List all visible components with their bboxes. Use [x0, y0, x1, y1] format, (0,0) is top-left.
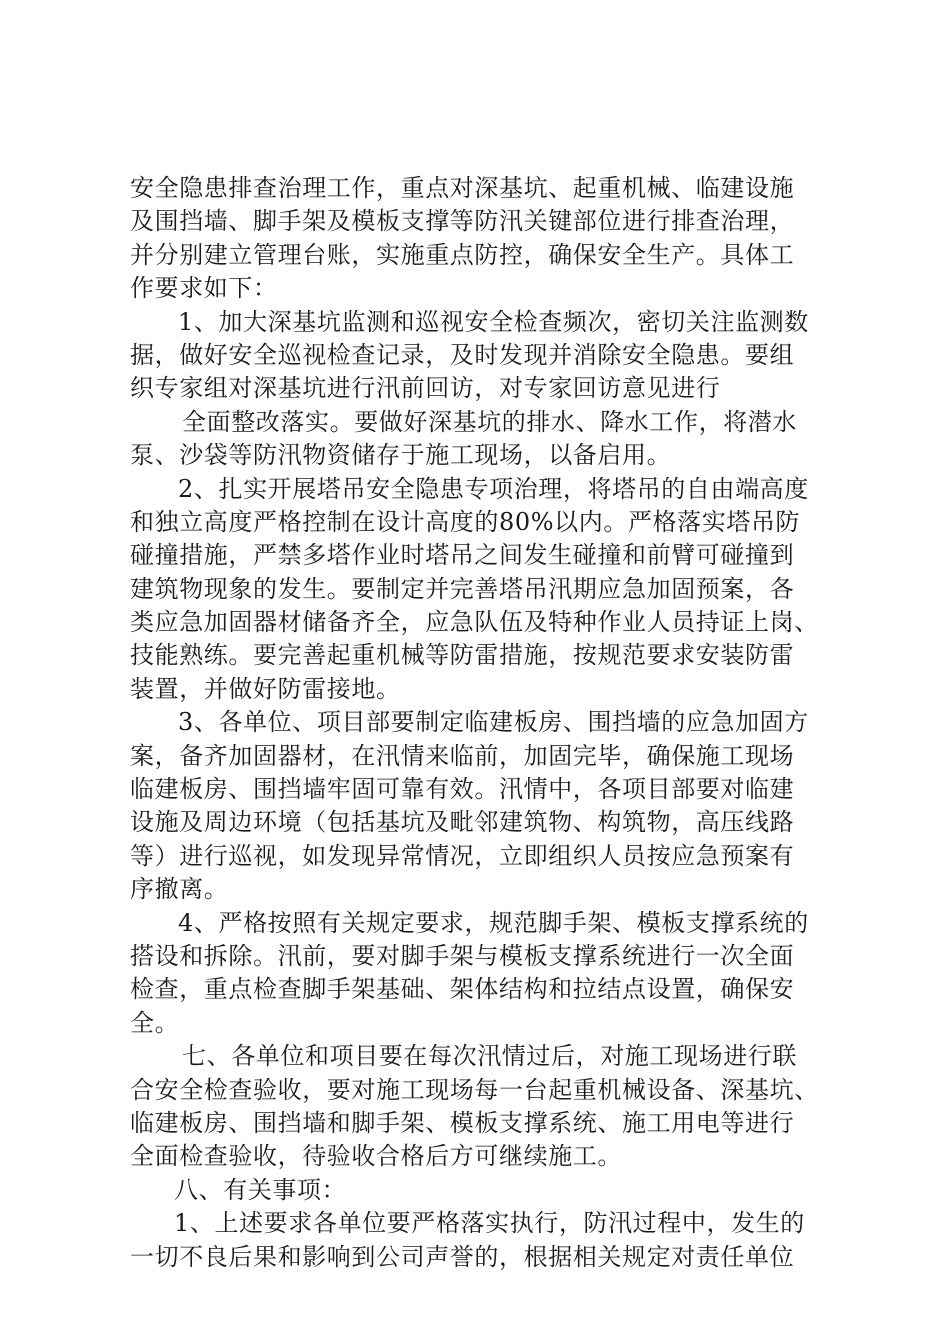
- document-line: 案，备齐加固器材，在汛情来临前，加固完毕，确保施工现场: [130, 741, 795, 770]
- document-line: 搭设和拆除。汛前，要对脚手架与模板支撑系统进行一次全面: [130, 941, 795, 970]
- document-line: 泵、沙袋等防汛物资储存于施工现场，以备启用。: [130, 441, 672, 470]
- document-line: 1、加大深基坑监测和巡视安全检查频次，密切关注监测数: [178, 307, 809, 336]
- document-line: 全。: [130, 1008, 180, 1037]
- document-line: 装置，并做好防雷接地。: [130, 674, 401, 703]
- document-line: 全面整改落实。要做好深基坑的排水、降水工作，将潜水: [182, 407, 797, 436]
- document-line: 2、扎实开展塔吊安全隐患专项治理，将塔吊的自由端高度: [178, 474, 809, 503]
- document-line: 安全隐患排查治理工作，重点对深基坑、起重机械、临建设施: [130, 174, 795, 202]
- document-line: 据，做好安全巡视检查记录，及时发现并消除安全隐患。要组: [130, 340, 795, 369]
- document-line: 碰撞措施，严禁多塔作业时塔吊之间发生碰撞和前臂可碰撞到: [130, 541, 795, 570]
- document-line: 及围挡墙、脚手架及模板支撑等防汛关键部位进行排查治理，: [130, 207, 795, 236]
- document-line: 和独立高度严格控制在设计高度的80%以内。严格落实塔吊防: [130, 507, 801, 536]
- document-line: 全面检查验收，待验收合格后方可继续施工。: [130, 1142, 622, 1171]
- document-line: 临建板房、围挡墙牢固可靠有效。汛情中，各项目部要对临建: [130, 775, 795, 804]
- document-line: 等）进行巡视，如发现异常情况，立即组织人员按应急预案有: [130, 841, 795, 870]
- document-line: 并分别建立管理台账，实施重点防控，确保安全生产。具体工: [130, 240, 795, 269]
- document-line: 设施及周边环境（包括基坑及毗邻建筑物、构筑物，高压线路: [130, 808, 795, 837]
- document-line: 七、各单位和项目要在每次汛情过后，对施工现场进行联: [182, 1042, 797, 1071]
- document-line: 检查，重点检查脚手架基础、架体结构和拉结点设置，确保安: [130, 975, 795, 1004]
- document-line: 1、上述要求各单位要严格落实执行，防汛过程中，发生的: [174, 1209, 805, 1238]
- document-line: 3、各单位、项目部要制定临建板房、围挡墙的应急加固方: [178, 708, 809, 737]
- document-line: 合安全检查验收，要对施工现场每一台起重机械设备、深基坑、: [130, 1075, 819, 1104]
- document-line: 类应急加固器材储备齐全，应急队伍及特种作业人员持证上岗、: [130, 608, 819, 637]
- document-line: 织专家组对深基坑进行汛前回访，对专家回访意见进行: [130, 374, 721, 403]
- document-body: [130, 172, 850, 1274]
- document-line: 一切不良后果和影响到公司声誉的，根据相关规定对责任单位: [130, 1242, 795, 1271]
- document-line: 临建板房、围挡墙和脚手架、模板支撑系统、施工用电等进行: [130, 1108, 795, 1137]
- document-line: 作要求如下：: [130, 274, 278, 303]
- document-line: 八、有关事项：: [174, 1175, 347, 1204]
- document-line: 4、严格按照有关规定要求，规范脚手架、模板支撑系统的: [178, 908, 809, 937]
- document-line: 建筑物现象的发生。要制定并完善塔吊汛期应急加固预案，各: [130, 574, 795, 603]
- document-line: 技能熟练。要完善起重机械等防雷措施，按规范要求安装防雷: [130, 641, 795, 670]
- document-line: 序撤离。: [130, 875, 229, 904]
